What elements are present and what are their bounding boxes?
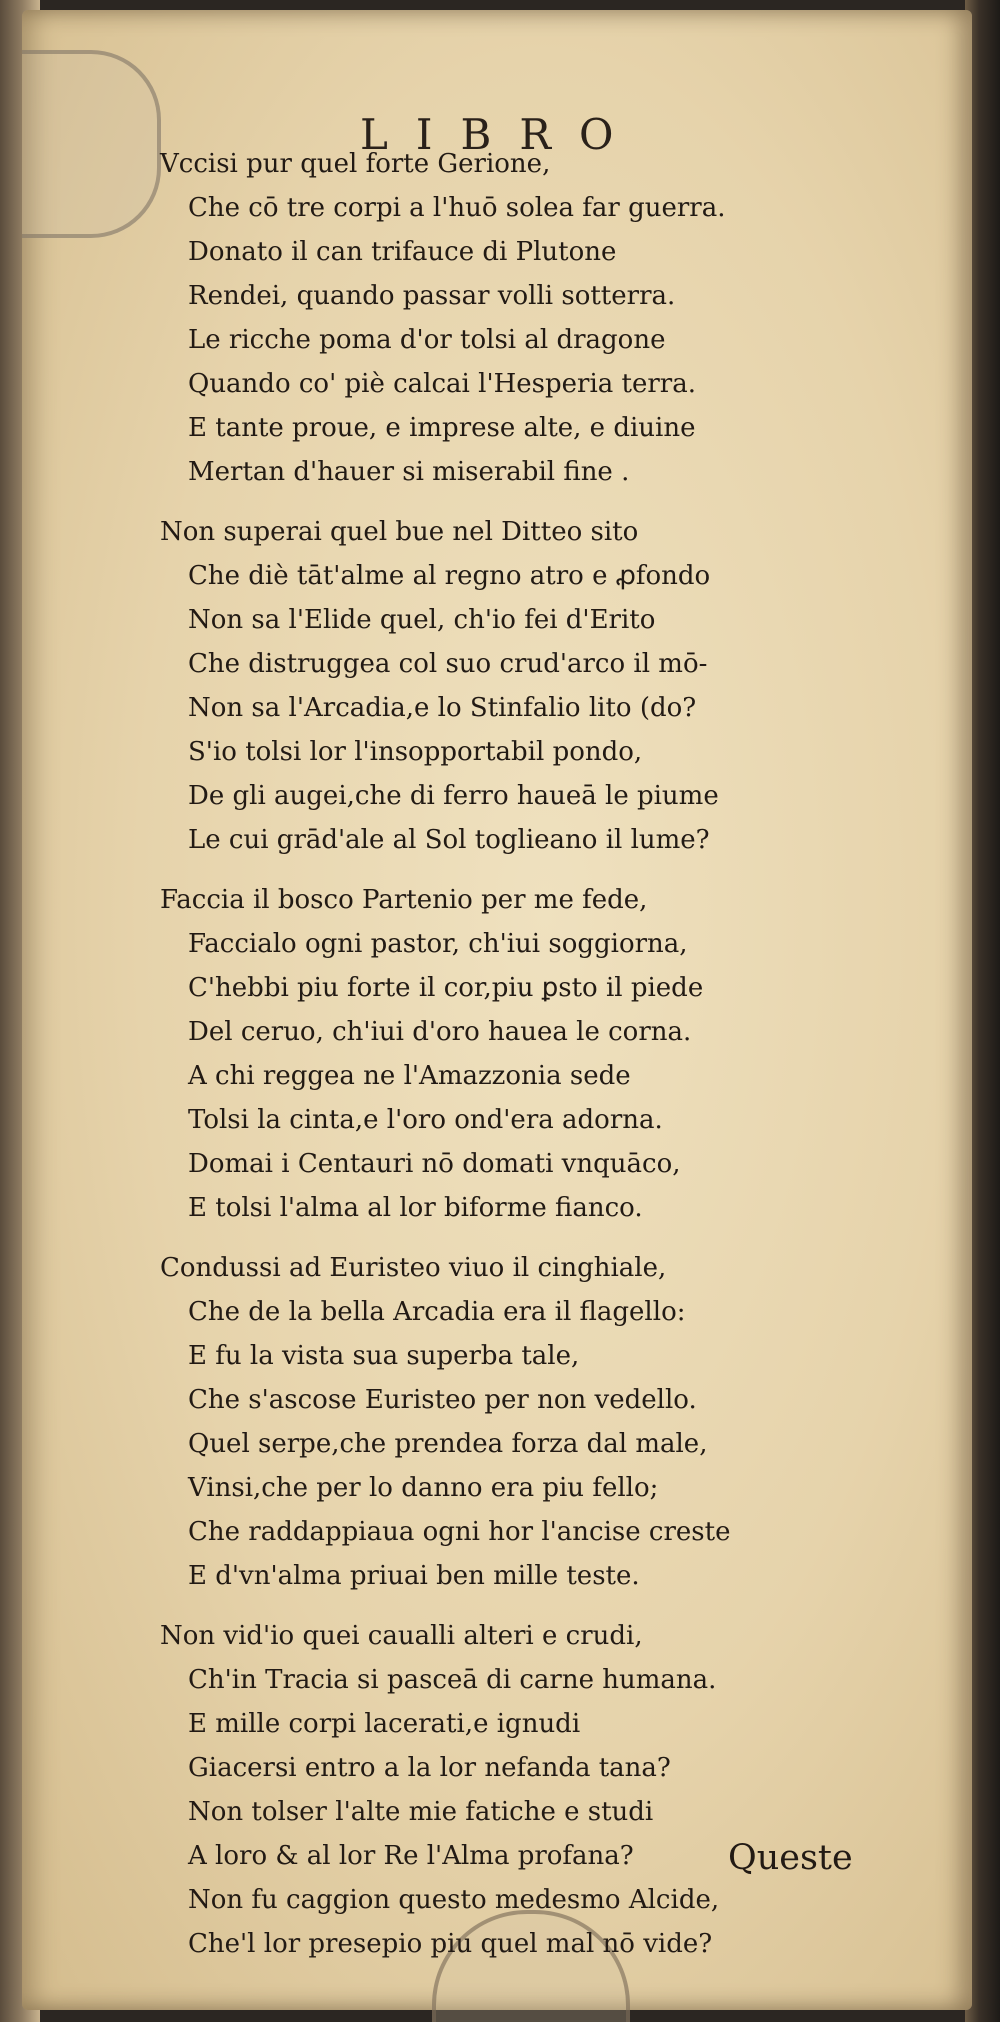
stanza — [160, 510, 960, 862]
running-header: LIBRO — [360, 110, 642, 159]
stanza — [160, 1246, 960, 1598]
verse-line: Quando co' piè calcai l'Hesperia terra. — [188, 369, 696, 399]
verse-line: Vinsi,che per lo danno era piu fello; — [188, 1473, 659, 1503]
verse-line: A chi reggea ne l'Amazzonia sede — [188, 1061, 631, 1091]
verse-line: Ch'in Tracia si pasceā di carne humana. — [188, 1665, 717, 1695]
verse-line: Che de la bella Arcadia era il flagello: — [188, 1297, 686, 1327]
verse-line: Mertan d'hauer si miserabil fine . — [188, 457, 630, 487]
verse-line: Faccialo ogni pastor, ch'iui soggiorna, — [188, 929, 688, 959]
verse-line: Non tolser l'alte mie fatiche e studi — [188, 1797, 654, 1827]
verse-line: E fu la vista sua superba tale, — [188, 1341, 580, 1371]
verse-line: Condussi ad Euristeo viuo il cinghiale, — [160, 1253, 667, 1283]
verse-line: Non sa l'Elide quel, ch'io fei d'Erito — [188, 605, 656, 635]
verse-line: E d'vn'alma priuai ben mille teste. — [188, 1561, 640, 1591]
page-clip-top — [22, 50, 161, 238]
stanza — [160, 142, 960, 494]
verse-line: Giacersi entro a la lor nefanda tana? — [188, 1753, 671, 1783]
stanza — [160, 878, 960, 1230]
catchword: Queste — [728, 1838, 853, 1878]
verse-line: Del ceruo, ch'iui d'oro hauea le corna. — [188, 1017, 692, 1047]
verse-line: Domai i Centauri nō domati vnquāco, — [188, 1149, 681, 1179]
verse-line: Vccisi pur quel forte Gerione, — [160, 149, 551, 179]
poem-text — [160, 142, 960, 1982]
verse-line: Non sa l'Arcadia,e lo Stinfalio lito (do? — [188, 693, 697, 723]
verse-line: Tolsi la cinta,e l'oro ond'era adorna. — [188, 1105, 663, 1135]
verse-line: Che s'ascose Euristeo per non vedello. — [188, 1385, 697, 1415]
verse-line: Quel serpe,che prendea forza dal male, — [188, 1429, 708, 1459]
verse-line: Le cui grād'ale al Sol toglieano il lume? — [188, 825, 710, 855]
verse-line: Le ricche poma d'or tolsi al dragone — [188, 325, 666, 355]
verse-line: De gli augei,che di ferro haueā le piume — [188, 781, 719, 811]
verse-line: A loro & al lor Re l'Alma profana? — [188, 1841, 634, 1871]
verse-line: Non vid'io quei caualli alteri e crudi, — [160, 1621, 643, 1651]
verse-line: Che raddappiaua ogni hor l'ancise creste — [188, 1517, 731, 1547]
verse-line: Donato il can trifauce di Plutone — [188, 237, 617, 267]
verse-line: C'hebbi piu forte il cor,piu ꝑsto il piede — [188, 973, 704, 1003]
verse-line: Faccia il bosco Partenio per me fede, — [160, 885, 648, 915]
verse-line: E tolsi l'alma al lor biforme fianco. — [188, 1193, 643, 1223]
verse-line: Non superai quel bue nel Ditteo sito — [160, 517, 639, 547]
verse-line: Non fu caggion questo medesmo Alcide, — [188, 1885, 720, 1915]
verse-line: Che distruggea col suo crud'arco il mō- — [188, 649, 708, 679]
verse-line: S'io tolsi lor l'insopportabil pondo, — [188, 737, 643, 767]
verse-line: E tante proue, e imprese alte, e diuine — [188, 413, 696, 443]
verse-line: Rendei, quando passar volli sotterra. — [188, 281, 676, 311]
verse-line: Che diè tāt'alme al regno atro e ꝓfondo — [188, 561, 711, 591]
stanza — [160, 1614, 960, 1966]
verse-line: E mille corpi lacerati,e ignudi — [188, 1709, 581, 1739]
verse-line: Che'l lor presepio piu quel mal nō vide? — [188, 1929, 713, 1959]
verse-line: Che cō tre corpi a l'huō solea far guerra. — [188, 193, 726, 223]
